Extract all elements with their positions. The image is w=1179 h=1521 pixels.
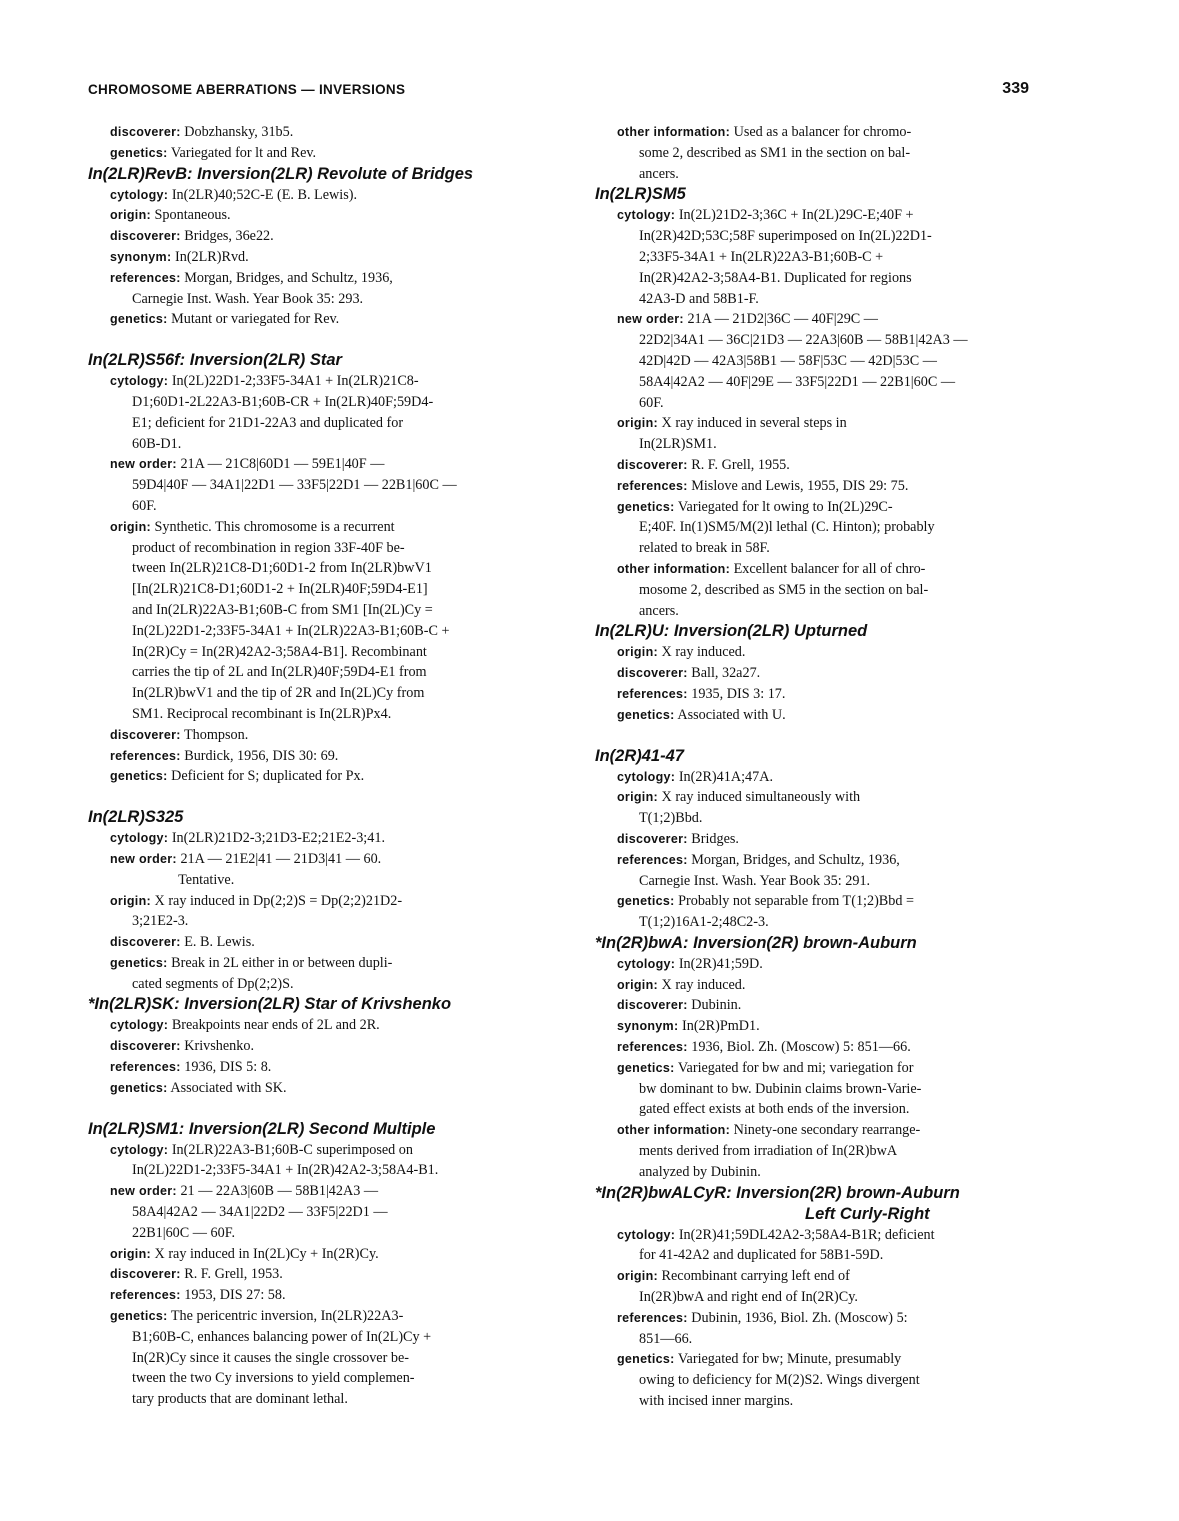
- field-label: cytology:: [110, 1018, 169, 1033]
- field-value-line: T(1;2)16A1-2;48C2-3.: [639, 914, 769, 931]
- field-label: discoverer:: [617, 831, 688, 846]
- entry-symbol-text: *In(2R)bwALCyR: Inversion(2R) brown-Auburn: [595, 1183, 960, 1202]
- field-value-line: 21A — 21E2|41 — 21D3|41 — 60.: [180, 850, 382, 867]
- entry-symbol-text: In(2LR)SM5: [595, 185, 686, 204]
- field-label: synonym:: [110, 249, 172, 264]
- field-value-line: In(2R)bwA and right end of In(2R)Cy.: [639, 1289, 858, 1306]
- entry-symbol: [88, 1119, 518, 1140]
- field-value-line: In(2R)42D;53C;58F superimposed on In(2L)22D1-: [639, 228, 932, 245]
- field-label: cytology:: [110, 187, 169, 202]
- field-value-line: Synthetic. This chromosome is a recurrent: [154, 518, 395, 535]
- field-value-line: 21A — 21C8|60D1 — 59E1|40F —: [180, 456, 385, 473]
- field-value-line: In(2LR)40;52C-E (E. B. Lewis).: [171, 186, 358, 203]
- field-value-line: 1953, DIS 27: 58.: [184, 1287, 286, 1304]
- entry-field: [617, 954, 1045, 975]
- field-value-line: Recombinant carrying left end of: [661, 1268, 850, 1285]
- field-label: cytology:: [617, 208, 676, 223]
- entry-field: [617, 850, 1045, 892]
- field-label: origin:: [617, 790, 658, 805]
- entry-symbol: [595, 184, 1045, 205]
- field-value-line: 42D|42D — 42A3|58B1 — 58F|53C — 42D|53C —: [639, 352, 937, 369]
- field-label: references:: [617, 686, 688, 701]
- entry-field: [110, 268, 518, 310]
- field-label: genetics:: [617, 1060, 675, 1075]
- entry-field: [110, 1285, 518, 1306]
- field-value-line: X ray induced.: [661, 976, 746, 993]
- inversion-entry: [595, 184, 1045, 621]
- field-label: discoverer:: [617, 998, 688, 1013]
- field-value-line: In(2LR)bwV1 and the tip of 2R and In(2L)Cy from: [132, 685, 425, 702]
- field-value-line: 42A3-D and 58B1-F.: [639, 290, 759, 307]
- field-label: cytology:: [110, 374, 169, 389]
- field-value-line: Carnegie Inst. Wash. Year Book 35: 293.: [132, 290, 364, 307]
- field-value-line: In(2LR)22A3-B1;60B-C superimposed on: [171, 1141, 413, 1158]
- entry-field: [110, 766, 518, 787]
- field-value-line: 21 — 22A3|60B — 58B1|42A3 —: [180, 1183, 379, 1200]
- field-label: genetics:: [110, 145, 168, 160]
- entry-field: [617, 1349, 1045, 1411]
- field-label: references:: [617, 478, 688, 493]
- field-value-line: Dubinin, 1936, Biol. Zh. (Moscow) 5:: [691, 1309, 908, 1326]
- field-label: origin:: [110, 893, 151, 908]
- field-value-line: D1;60D1-2L22A3-B1;60B-CR + In(2LR)40F;59D4-: [132, 393, 434, 410]
- field-value-line: Krivshenko.: [184, 1038, 254, 1055]
- entry-symbol: [595, 1183, 1045, 1225]
- field-value-line: In(2R)Cy since it causes the single crossover be-: [132, 1349, 409, 1366]
- field-label: discoverer:: [617, 457, 688, 472]
- field-label: references:: [617, 1310, 688, 1325]
- entry-field: [617, 413, 1045, 455]
- entry-field: [110, 517, 518, 725]
- entry-symbol: [595, 933, 1045, 954]
- inversion-entry: [595, 621, 1045, 725]
- field-value-line: In(2L)22D1-2;33F5-34A1 + In(2R)42A2-3;58A4-B1.: [132, 1162, 439, 1179]
- field-value-line: mosome 2, described as SM5 in the section on bal-: [639, 581, 929, 598]
- field-label: origin:: [617, 645, 658, 660]
- field-value-line: Excellent balancer for all of chro-: [733, 560, 926, 577]
- field-value-line: Ninety-one secondary rearrange-: [733, 1122, 921, 1139]
- entry-field: [110, 849, 518, 891]
- entry-field: [617, 497, 1045, 559]
- field-label: discoverer:: [110, 125, 181, 139]
- field-label: new order:: [110, 1184, 177, 1199]
- field-value-line: Used as a balancer for chromo-: [733, 124, 912, 140]
- entry-symbol-text: In(2R)41-47: [595, 746, 684, 765]
- field-label: references:: [110, 748, 181, 763]
- field-value-line: In(2R)42A2-3;58A4-B1. Duplicated for regions: [639, 269, 912, 286]
- entry-field: [617, 309, 1045, 413]
- field-value-line: 21A — 21D2|36C — 40F|29C —: [687, 311, 878, 328]
- inversion-entry: [595, 746, 1045, 933]
- field-label: new order:: [110, 851, 177, 866]
- field-value-line: Ball, 32a27.: [691, 665, 761, 682]
- field-value-line: Mislove and Lewis, 1955, DIS 29: 75.: [691, 477, 909, 494]
- field-value-line: Tentative.: [132, 871, 235, 888]
- field-label: discoverer:: [110, 727, 181, 742]
- field-label: discoverer:: [110, 1039, 181, 1054]
- entry-symbol-continuation: Left Curly-Right: [805, 1204, 930, 1223]
- entry-field: [110, 1306, 518, 1410]
- field-value-line: X ray induced.: [661, 644, 746, 661]
- field-label: cytology:: [617, 769, 676, 784]
- field-value-line: X ray induced in several steps in: [661, 415, 847, 432]
- entry-field: [110, 1181, 518, 1243]
- entry-field: [617, 684, 1045, 705]
- running-head: CHROMOSOME ABERRATIONS — INVERSIONS: [88, 82, 406, 97]
- field-value-line: Dobzhansky, 31b5.: [184, 124, 294, 140]
- inversion-entry: [88, 350, 518, 787]
- entry-field: [617, 642, 1045, 663]
- entry-field: [617, 829, 1045, 850]
- entry-field: [110, 1078, 518, 1099]
- field-value-line: In(2R)Cy = In(2R)42A2-3;58A4-B1]. Recombinant: [132, 643, 427, 660]
- inversion-entry: [88, 807, 518, 994]
- field-label: origin:: [110, 519, 151, 534]
- entry-field: [110, 205, 518, 226]
- entry-field: [110, 143, 518, 164]
- entry-field: [110, 122, 518, 143]
- field-value-line: In(2LR)21D2-3;21D3-E2;21E2-3;41.: [171, 830, 385, 847]
- field-label: cytology:: [617, 956, 676, 971]
- entry-field: [617, 891, 1045, 933]
- field-value-line: Burdick, 1956, DIS 30: 69.: [184, 747, 339, 764]
- entry-symbol-text: In(2LR)SM1: Inversion(2LR) Second Multiple: [88, 1119, 436, 1138]
- entry-field: [617, 455, 1045, 476]
- entry-field: [110, 828, 518, 849]
- entry-field: [110, 725, 518, 746]
- left-column: [88, 122, 518, 1410]
- field-value-line: Deficient for S; duplicated for Px.: [171, 768, 365, 785]
- entry-field: [617, 1058, 1045, 1120]
- entry-field: [617, 1225, 1045, 1267]
- inversion-entry: [88, 164, 518, 331]
- field-value-line: Dubinin.: [691, 997, 742, 1014]
- field-value-line: ancers.: [639, 165, 679, 182]
- field-value-line: Mutant or variegated for Rev.: [171, 311, 340, 328]
- entry-field: [617, 476, 1045, 497]
- field-label: new order:: [110, 457, 177, 472]
- field-value-line: some 2, described as SM1 in the section on bal-: [639, 144, 911, 161]
- field-value-line: Associated with SK.: [170, 1079, 287, 1096]
- entry-field: [110, 932, 518, 953]
- inversion-entry: [595, 1183, 1045, 1412]
- field-value-line: E1; deficient for 21D1-22A3 and duplicated for: [132, 414, 404, 431]
- field-label: genetics:: [617, 1352, 675, 1367]
- field-value-line: E. B. Lewis.: [184, 934, 255, 951]
- field-value-line: In(2L)21D2-3;36C + In(2L)29C-E;40F +: [678, 207, 914, 224]
- field-value-line: B1;60B-C, enhances balancing power of In(2L)Cy +: [132, 1328, 432, 1345]
- entry-field: [617, 975, 1045, 996]
- field-value-line: related to break in 58F.: [639, 540, 770, 557]
- field-value-line: [In(2LR)21C8-D1;60D1-2 + In(2LR)40F;59D4-E1]: [132, 581, 428, 598]
- inversion-entry: [88, 994, 518, 1098]
- entry-symbol: [88, 164, 518, 185]
- entry-field: [617, 1120, 1045, 1182]
- field-label: other information:: [617, 125, 731, 139]
- entry-field: [617, 1016, 1045, 1037]
- field-label: discoverer:: [110, 229, 181, 244]
- field-value-line: Probably not separable from T(1;2)Bbd =: [678, 893, 914, 910]
- entry-field: [617, 995, 1045, 1016]
- field-value-line: In(2R)41A;47A.: [678, 768, 773, 785]
- field-value-line: Bridges, 36e22.: [184, 228, 274, 245]
- entry-field: [110, 185, 518, 206]
- field-label: origin:: [110, 1246, 151, 1261]
- field-label: other information:: [617, 561, 731, 576]
- field-label: new order:: [617, 312, 684, 327]
- field-label: genetics:: [617, 894, 675, 909]
- field-value-line: X ray induced simultaneously with: [661, 789, 861, 806]
- field-value-line: Variegated for bw and mi; variegation for: [677, 1059, 914, 1076]
- field-value-line: cated segments of Dp(2;2)S.: [132, 975, 294, 992]
- entry-field: [110, 454, 518, 516]
- field-label: references:: [617, 1040, 688, 1055]
- field-value-line: for 41-42A2 and duplicated for 58B1-59D.: [639, 1247, 884, 1264]
- field-value-line: Thompson.: [184, 726, 249, 743]
- entry-field: [617, 1308, 1045, 1350]
- field-value-line: analyzed by Dubinin.: [639, 1163, 761, 1180]
- field-value-line: In(2L)22D1-2;33F5-34A1 + In(2LR)22A3-B1;60B-C +: [132, 622, 450, 639]
- entry-symbol: [595, 621, 1045, 642]
- entry-field: [110, 1057, 518, 1078]
- field-label: references:: [110, 1288, 181, 1303]
- field-value-line: 3;21E2-3.: [132, 913, 189, 930]
- entry-symbol-text: In(2LR)S325: [88, 808, 184, 827]
- field-value-line: 60F.: [132, 497, 157, 514]
- field-label: genetics:: [617, 499, 675, 514]
- field-label: genetics:: [110, 1080, 168, 1095]
- field-label: cytology:: [617, 1227, 676, 1242]
- field-label: origin:: [110, 208, 151, 223]
- entry-field: [110, 247, 518, 268]
- entry-field: [617, 559, 1045, 621]
- entry-symbol: [88, 994, 518, 1015]
- field-value-line: product of recombination in region 33F-40F be-: [132, 539, 405, 556]
- entry-field: [110, 1264, 518, 1285]
- field-label: origin:: [617, 1269, 658, 1284]
- field-value-line: 60F.: [639, 394, 664, 411]
- field-value-line: In(2R)PmD1.: [682, 1018, 760, 1035]
- entry-symbol-text: *In(2R)bwA: Inversion(2R) brown-Auburn: [595, 933, 917, 952]
- field-value-line: Breakpoints near ends of 2L and 2R.: [171, 1017, 380, 1034]
- field-value-line: with incised inner margins.: [639, 1393, 794, 1410]
- entry-field: [617, 787, 1045, 829]
- inversion-entry: [595, 933, 1045, 1183]
- field-label: origin:: [617, 416, 658, 431]
- field-value-line: 59D4|40F — 34A1|22D1 — 33F5|22D1 — 22B1|60C —: [132, 477, 457, 494]
- inversion-entry: [88, 1119, 518, 1410]
- field-value-line: 60B-D1.: [132, 435, 182, 452]
- field-label: genetics:: [617, 707, 675, 722]
- field-value-line: 851—66.: [639, 1330, 693, 1347]
- field-label: genetics:: [110, 955, 168, 970]
- field-label: cytology:: [110, 831, 169, 846]
- field-label: synonym:: [617, 1019, 679, 1034]
- field-label: cytology:: [110, 1142, 169, 1157]
- field-value-line: In(2R)41;59DL42A2-3;58A4-B1R; deficient: [678, 1226, 935, 1243]
- right-column: [595, 122, 1045, 1412]
- field-value-line: ments derived from irradiation of In(2R)bwA: [639, 1143, 898, 1160]
- field-value-line: T(1;2)Bbd.: [639, 810, 703, 827]
- field-value-line: Bridges.: [691, 830, 739, 847]
- field-value-line: tween the two Cy inversions to yield complemen-: [132, 1370, 415, 1387]
- field-value-line: In(2LR)Rvd.: [175, 248, 249, 265]
- field-value-line: gated effect exists at both ends of the inversion.: [639, 1101, 910, 1118]
- entry-symbol-text: In(2LR)S56f: Inversion(2LR) Star: [88, 351, 342, 370]
- field-value-line: 58A4|42A2 — 34A1|22D2 — 33F5|22D1 —: [132, 1204, 388, 1221]
- entry-symbol: [88, 807, 518, 828]
- field-value-line: and In(2LR)22A3-B1;60B-C from SM1 [In(2L)Cy =: [132, 601, 433, 618]
- entry-field: [110, 226, 518, 247]
- field-value-line: ancers.: [639, 602, 679, 619]
- entry-field: [617, 205, 1045, 309]
- entry-field: [617, 1037, 1045, 1058]
- field-label: discoverer:: [110, 1267, 181, 1282]
- field-value-line: In(2LR)SM1.: [639, 436, 717, 453]
- entry-field: [110, 746, 518, 767]
- field-value-line: Associated with U.: [677, 706, 786, 723]
- entry-field: [110, 1015, 518, 1036]
- field-value-line: Variegated for bw; Minute, presumably: [677, 1351, 902, 1368]
- field-value-line: Variegated for lt owing to In(2L)29C-: [677, 498, 893, 515]
- field-value-line: 1935, DIS 3: 17.: [691, 685, 786, 702]
- entry-field: [110, 953, 518, 995]
- field-label: discoverer:: [617, 666, 688, 681]
- entry-symbol-text: In(2LR)U: Inversion(2LR) Upturned: [595, 622, 868, 641]
- entry-field: [617, 122, 1045, 184]
- entry-field: [110, 309, 518, 330]
- field-value-line: Spontaneous.: [154, 207, 231, 224]
- field-value-line: SM1. Reciprocal recombinant is In(2LR)Px4.: [132, 705, 392, 722]
- field-value-line: 2;33F5-34A1 + In(2LR)22A3-B1;60B-C +: [639, 248, 884, 265]
- field-label: origin:: [617, 977, 658, 992]
- field-label: genetics:: [110, 769, 168, 784]
- field-value-line: tween In(2LR)21C8-D1;60D1-2 from In(2LR)bwV1: [132, 560, 432, 577]
- field-label: genetics:: [110, 1309, 168, 1324]
- entry-symbol-text: In(2LR)RevB: Inversion(2LR) Revolute of Bridges: [88, 164, 474, 183]
- field-value-line: 22D2|34A1 — 36C|21D3 — 22A3|60B — 58B1|42A3 —: [639, 332, 968, 349]
- field-value-line: Carnegie Inst. Wash. Year Book 35: 291.: [639, 872, 871, 889]
- field-value-line: E;40F. In(1)SM5/M(2)l lethal (C. Hinton); probably: [639, 519, 935, 536]
- field-value-line: tary products that are dominant lethal.: [132, 1391, 348, 1408]
- field-value-line: 58A4|42A2 — 40F|29E — 33F5|22D1 — 22B1|60C —: [639, 373, 956, 390]
- field-value-line: In(2L)22D1-2;33F5-34A1 + In(2LR)21C8-: [171, 373, 419, 390]
- field-value-line: bw dominant to bw. Dubinin claims brown-Varie-: [639, 1080, 922, 1097]
- field-value-line: Morgan, Bridges, and Schultz, 1936,: [691, 851, 900, 868]
- entry-symbol: [595, 746, 1045, 767]
- field-value-line: 1936, DIS 5: 8.: [184, 1059, 272, 1076]
- field-value-line: 22B1|60C — 60F.: [132, 1224, 236, 1241]
- entry-field: [617, 705, 1045, 726]
- entry-field: [110, 1140, 518, 1182]
- field-value-line: Morgan, Bridges, and Schultz, 1936,: [184, 269, 393, 286]
- field-label: other information:: [617, 1123, 731, 1138]
- field-value-line: R. F. Grell, 1953.: [184, 1266, 283, 1283]
- entry-field: [617, 663, 1045, 684]
- field-label: genetics:: [110, 312, 168, 327]
- field-value-line: carries the tip of 2L and In(2LR)40F;59D4-E1 from: [132, 664, 427, 681]
- field-label: references:: [110, 270, 181, 285]
- entry-field: [110, 1244, 518, 1265]
- field-label: discoverer:: [110, 935, 181, 950]
- field-value-line: Variegated for lt and Rev.: [170, 144, 317, 161]
- field-value-line: X ray induced in Dp(2;2)S = Dp(2;2)21D2-: [154, 892, 403, 909]
- field-value-line: X ray induced in In(2L)Cy + In(2R)Cy.: [154, 1245, 379, 1262]
- entry-field: [110, 1036, 518, 1057]
- entry-symbol: [88, 350, 518, 371]
- entry-symbol-text: *In(2LR)SK: Inversion(2LR) Star of Krivshenko: [88, 995, 452, 1014]
- field-label: references:: [617, 852, 688, 867]
- field-value-line: R. F. Grell, 1955.: [691, 456, 790, 473]
- entry-field: [617, 767, 1045, 788]
- entry-field: [617, 1266, 1045, 1308]
- field-value-line: Break in 2L either in or between dupli-: [171, 954, 393, 971]
- entry-field: [110, 371, 518, 454]
- field-value-line: In(2R)41;59D.: [678, 955, 763, 972]
- field-value-line: owing to deficiency for M(2)S2. Wings divergent: [639, 1372, 920, 1389]
- page-number: 339: [1002, 80, 1029, 97]
- field-value-line: The pericentric inversion, In(2LR)22A3-: [170, 1308, 404, 1325]
- entry-field: [110, 891, 518, 933]
- field-value-line: 1936, Biol. Zh. (Moscow) 5: 851—66.: [691, 1039, 911, 1056]
- field-label: references:: [110, 1060, 181, 1075]
